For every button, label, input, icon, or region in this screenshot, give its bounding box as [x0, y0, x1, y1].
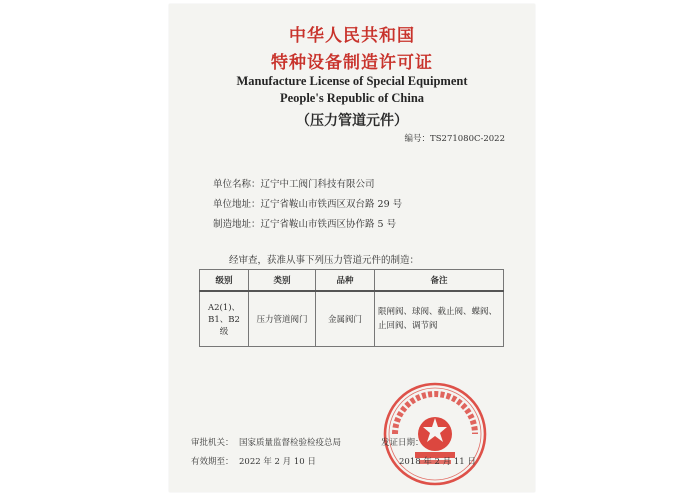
table-header-row	[200, 270, 504, 292]
approver-value: 国家质量监督检验检疫总局	[239, 438, 342, 448]
subtitle: （压力管道元件）	[296, 113, 408, 129]
approver-label: 审批机关：	[191, 438, 234, 448]
header-category: 类别	[249, 270, 316, 292]
validity-label: 有效期至：	[191, 457, 234, 467]
title-en-line2: People's Republic of China	[279, 91, 425, 105]
official-seal	[381, 380, 489, 488]
title-cn-line2: 特种设备制造许可证	[271, 53, 433, 73]
header-variety: 品种	[316, 270, 375, 292]
manufacturing-address: 制造地址：辽宁省鞍山市铁西区协作路 5 号	[213, 219, 397, 230]
scope-table	[199, 269, 504, 347]
cell-variety: 金属阀门	[316, 291, 375, 347]
license-certificate	[169, 4, 535, 492]
validity-date: 2022 年 2 月 10 日	[239, 457, 316, 467]
table-row	[200, 291, 504, 347]
company-name: 单位名称：辽宁中工阀门科技有限公司	[213, 179, 375, 190]
title-en-line1: Manufacture License of Special Equipment	[236, 74, 468, 88]
cell-notes: 限闸阀、球阀、截止阀、蝶阀、止回阀、调节阀	[375, 291, 504, 347]
cell-grade: A2(1)、B1、B2 级	[200, 291, 249, 347]
scope-intro: 经审查，获准从事下列压力管道元件的制造：	[229, 255, 420, 266]
serial-number: 编号：TS271080C-2022	[404, 134, 505, 144]
header-grade: 级别	[200, 270, 249, 292]
issue-date-label: 发证日期：	[381, 438, 424, 448]
issue-date: 2018 年 2 月 11 日	[399, 457, 476, 467]
title-cn-line1: 中华人民共和国	[289, 26, 415, 46]
company-address: 单位地址：辽宁省鞍山市铁西区双台路 29 号	[213, 199, 403, 210]
header-notes: 备注	[375, 270, 504, 292]
cell-category: 压力管道阀门	[249, 291, 316, 347]
